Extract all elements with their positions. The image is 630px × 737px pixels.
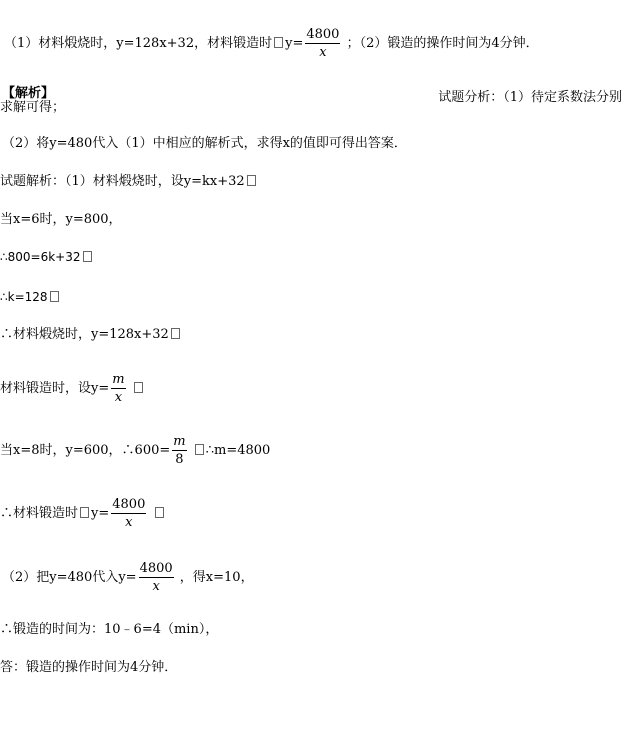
- answer-part2: ；（2）锻造的操作时间为4分钟．: [346, 36, 539, 51]
- fraction-m-over-8: [172, 434, 186, 467]
- fraction-m-over-x: [111, 372, 125, 405]
- missing-glyph-icon: [80, 507, 89, 518]
- step-8-y-eq: y=: [91, 506, 110, 521]
- solution-step-10: ∴锻造的时间为：10﹣6=4（min），: [0, 622, 219, 637]
- fraction-numerator: 4800: [306, 27, 340, 42]
- fraction-denominator: x: [319, 45, 327, 60]
- analysis-heading: 【解析】: [2, 86, 55, 101]
- fraction-numerator: 4800: [112, 497, 146, 512]
- answer-line: [4, 27, 539, 60]
- fraction-numerator: m: [173, 434, 186, 449]
- fraction-denominator: x: [152, 579, 160, 594]
- solution-step-6: [0, 371, 145, 407]
- step-9-text: （2）把y=480代入y=: [2, 570, 137, 585]
- missing-glyph-icon: [274, 37, 283, 48]
- fraction-numerator: m: [112, 372, 125, 387]
- solution-step-1: [0, 174, 258, 190]
- step-8-text: ∴材料锻造时: [0, 506, 79, 521]
- missing-glyph-icon: [247, 175, 256, 186]
- step-3-text: ∴800=6k+32: [0, 250, 81, 264]
- solution-step-3: [0, 249, 94, 265]
- missing-glyph-icon: [155, 507, 164, 518]
- fraction-4800-over-x-2: [139, 561, 174, 594]
- step-5-text: ∴材料煅烧时，y=128x+32: [0, 327, 169, 342]
- answer-part1: （1）材料煅烧时，y=128x+32，材料锻造时: [4, 36, 273, 51]
- fraction-denominator: x: [114, 390, 123, 405]
- fraction-4800-over-x: [111, 497, 146, 530]
- answer-y-eq: y=: [285, 36, 304, 51]
- missing-glyph-icon: [134, 382, 143, 393]
- step-1-text: 试题解析：（1）材料煅烧时，设y=kx+32: [0, 174, 245, 189]
- missing-glyph-icon: [195, 444, 204, 455]
- solution-step-7: [0, 433, 270, 469]
- missing-glyph-icon: [83, 251, 92, 262]
- step-4-text: ∴k=128: [0, 290, 48, 304]
- step-7-result: ∴m=4800: [205, 443, 271, 458]
- solution-step-5: [0, 327, 182, 343]
- solution-conclusion: 答：锻造的操作时间为4分钟．: [0, 660, 178, 675]
- missing-glyph-icon: [171, 328, 180, 339]
- fraction-denominator: 8: [175, 452, 184, 467]
- fraction-numerator: 4800: [139, 561, 173, 576]
- step-7-text: 当x=8时，y=600，∴600=: [0, 443, 171, 458]
- solution-step-8: [0, 496, 166, 532]
- analysis-hint: 试题分析：（1）待定系数法分别: [438, 90, 622, 105]
- missing-glyph-icon: [50, 291, 59, 302]
- step-9-result: ，得x=10，: [179, 570, 254, 585]
- solution-step-2: 当x=6时，y=800，: [0, 212, 122, 227]
- fraction-denominator: x: [125, 515, 133, 530]
- answer-fraction: [305, 27, 340, 60]
- solution-step-9: [2, 560, 254, 596]
- step-6-text: 材料锻造时，设y=: [0, 381, 110, 396]
- solution-step-4: [0, 289, 61, 305]
- analysis-hint-2: （2）将y=480代入（1）中相应的解析式，求得x的值即可得出答案．: [2, 136, 407, 151]
- analysis-hint-continued: 求解可得；: [0, 100, 66, 115]
